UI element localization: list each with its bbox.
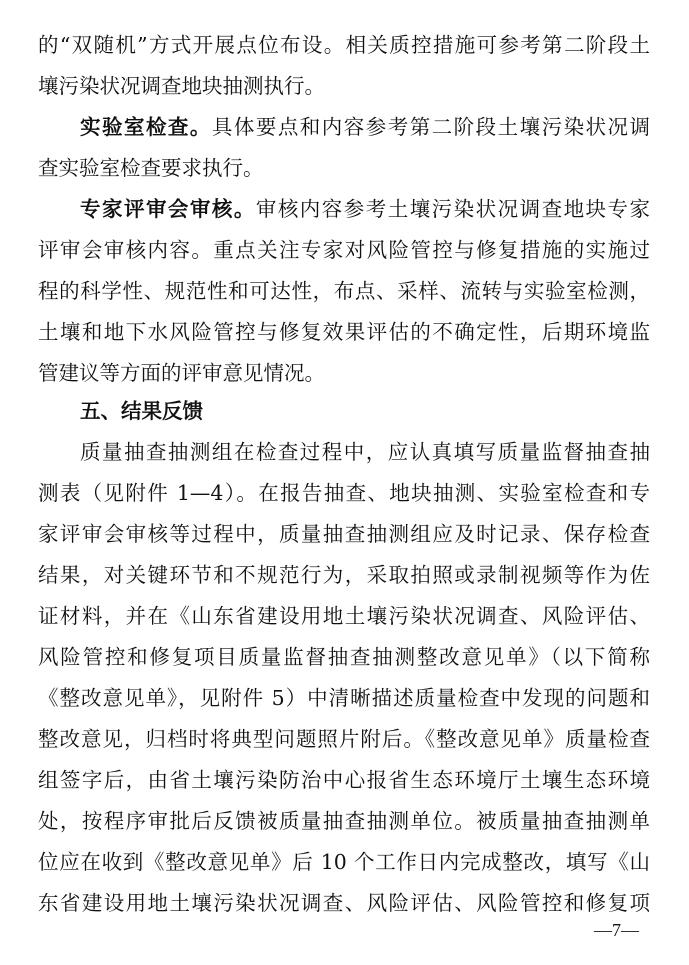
text-line: 组签字后，由省土壤污染防治中心报省生态环境厅土壤生态环境 [38, 768, 650, 792]
text-line: 管建议等方面的评审意见情况。 [38, 361, 325, 385]
text-line: 《整改意见单》，见附件 5）中清晰描述质量检查中发现的问题和 [38, 686, 650, 710]
text-span: 审核内容参考土壤污染状况调查地块专家 [255, 197, 651, 221]
section-heading: 五、结果反馈 [80, 399, 203, 423]
text-line: 处，按程序审批后反馈被质量抽查抽测单位。被质量抽查抽测单 [38, 809, 650, 833]
bold-lead-lab-check: 实验室检查。 [80, 115, 212, 139]
paragraph-first-line [80, 189, 650, 229]
text-line: 壤污染状况调查地块抽测执行。 [38, 74, 325, 98]
text-span: 具体要点和内容参考第二阶段土壤污染状况调 [211, 115, 651, 139]
text-line: 查实验室检查要求执行。 [38, 156, 264, 180]
text-line: 东省建设用地土壤污染状况调查、风险评估、风险管控和修复项 [38, 891, 650, 915]
bold-lead-expert-review: 专家评审会审核。 [80, 197, 256, 221]
text-line: 家评审会审核等过程中，质量抽查抽测组应及时记录、保存检查 [38, 522, 650, 546]
text-line: 的“双随机”方式开展点位布设。相关质控措施可参考第二阶段土 [38, 33, 650, 57]
paragraph-first-line [80, 107, 650, 147]
text-line: 土壤和地下水风险管控与修复效果评估的不确定性，后期环境监 [38, 320, 650, 344]
text-line: 风险管控和修复项目质量监督抽查抽测整改意见单》（以下简称 [38, 645, 650, 669]
text-line: 程的科学性、规范性和可达性，布点、采样、流转与实验室检测， [38, 279, 650, 303]
text-line: 结果，对关键环节和不规范行为，采取拍照或录制视频等作为佐 [38, 563, 650, 587]
text-line: 质量抽查抽测组在检查过程中，应认真填写质量监督抽查抽 [80, 440, 650, 464]
text-line: 评审会审核内容。重点关注专家对风险管控与修复措施的实施过 [38, 238, 650, 262]
text-line: 整改意见，归档时将典型问题照片附后。《整改意见单》质量检查 [38, 727, 650, 751]
text-line: 测表（见附件 1—4）。在报告抽查、地块抽测、实验室检查和专 [38, 481, 650, 505]
text-line: 位应在收到《整改意见单》后 10 个工作日内完成整改，填写《山 [38, 850, 650, 874]
page-number: —7— [594, 920, 639, 940]
text-line: 证材料，并在《山东省建设用地土壤污染状况调查、风险评估、 [38, 604, 650, 628]
